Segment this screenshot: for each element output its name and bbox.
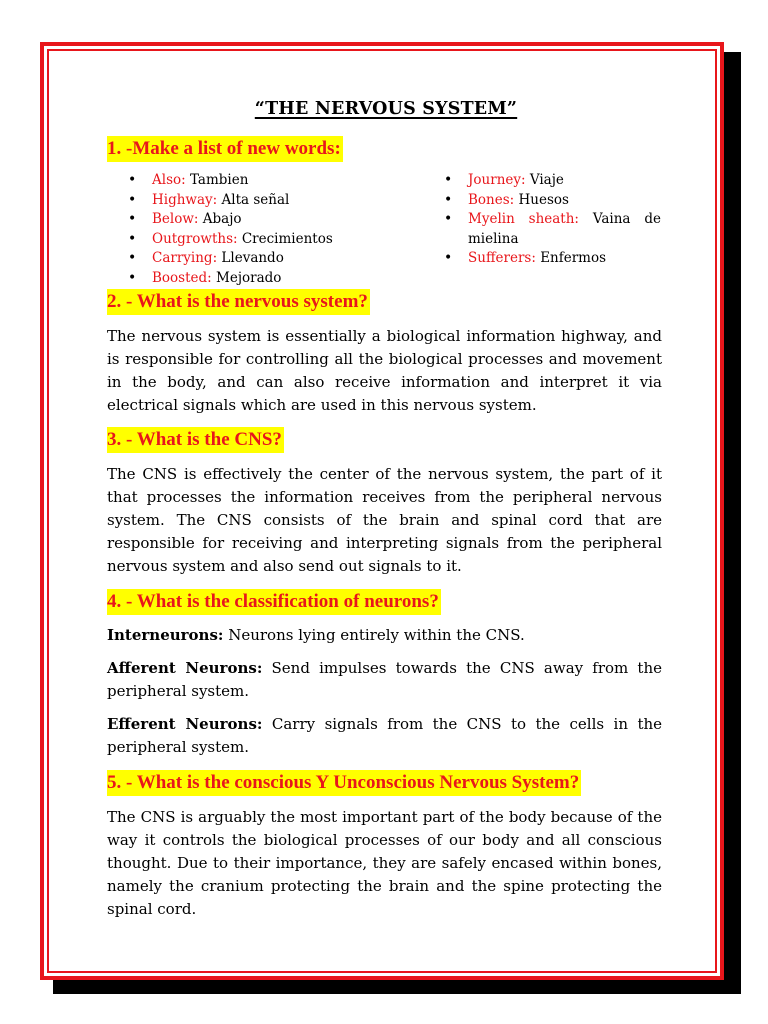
vocab-list-left	[128, 171, 378, 288]
section-1-heading: 1. -Make a list of new words:	[107, 136, 343, 162]
efferent-paragraph	[107, 713, 662, 759]
vocab-translation: Tambien	[185, 172, 249, 188]
neuron-text: Neurons lying entirely within the CNS.	[223, 626, 525, 644]
vocab-item	[444, 191, 661, 211]
vocab-term: Bones:	[468, 191, 515, 208]
neuron-text: Send impulses towards the CNS away from the peripheral system.	[107, 659, 662, 700]
vocab-item	[444, 249, 661, 269]
section-3-heading: 3. - What is the CNS?	[107, 427, 284, 453]
section-5-heading: 5. - What is the conscious Y Unconscious Nervous System?	[107, 770, 581, 796]
vocab-item	[128, 230, 378, 250]
vocab-translation: Abajo	[198, 211, 242, 227]
section-4-heading: 4. - What is the classification of neurons?	[107, 589, 441, 615]
vocab-translation: Enfermos	[535, 250, 607, 266]
vocab-translation: Crecimientos	[237, 230, 333, 247]
vocab-translation: Alta señal	[217, 191, 290, 208]
conscious-paragraph: The CNS is arguably the most important part of the body because of the way it controls the biological processes of our body and all conscious thought. Due to their importance, they are safely encased within bones, namely the cranium protecting the brain and the spine protecting the spinal cord.	[107, 808, 662, 918]
title-text: “THE NERVOUS SYSTEM”	[254, 99, 518, 119]
vocab-translation: Huesos	[514, 191, 569, 208]
vocab-term: Outgrowths:	[152, 230, 238, 247]
section-2-heading: 2. - What is the nervous system?	[107, 289, 370, 315]
neuron-label: Efferent Neurons:	[107, 715, 263, 733]
neuron-text: Carry signals from the CNS to the cells in the peripheral system.	[107, 715, 663, 756]
afferent-paragraph	[107, 657, 662, 703]
vocab-item	[128, 171, 378, 191]
cns-paragraph: The CNS is effectively the center of the nervous system, the part of it that processes the information receives from the peripheral nervous system. The CNS consists of the brain and spinal cord that are responsible for receiving and interpreting signals from the peripheral nervous system and also send out signals to it.	[107, 465, 662, 575]
page-title	[44, 99, 728, 119]
vocab-item	[128, 249, 378, 269]
vocab-term: Journey:	[468, 172, 526, 188]
vocab-item	[128, 191, 378, 211]
nervous-system-paragraph: The nervous system is essentially a biological information highway, and is responsible for controlling all the biological processes and movement in the body, and can also receive information and interpret it via electrical signals which are used in this nervous system.	[107, 327, 662, 414]
vocab-term: Below:	[152, 211, 199, 227]
vocab-term: Myelin sheath:	[468, 211, 579, 227]
vocab-term: Highway:	[152, 191, 218, 208]
vocab-term: Sufferers:	[468, 250, 536, 266]
interneurons-paragraph	[107, 624, 662, 647]
neuron-label: Interneurons:	[107, 626, 224, 644]
vocab-list-right	[444, 171, 661, 269]
vocab-translation: Viaje	[525, 172, 564, 188]
vocab-translation: Mejorado	[211, 269, 282, 286]
vocab-translation: Vaina de mielina	[468, 211, 661, 247]
vocab-item	[444, 171, 661, 191]
vocab-term: Boosted:	[152, 269, 212, 286]
vocab-item	[128, 269, 378, 289]
vocab-translation: Llevando	[217, 250, 284, 266]
neuron-label: Afferent Neurons:	[107, 659, 263, 677]
vocab-term: Also:	[152, 172, 186, 188]
vocab-term: Carrying:	[152, 250, 218, 266]
vocab-item	[128, 210, 378, 230]
vocab-item	[444, 210, 661, 249]
